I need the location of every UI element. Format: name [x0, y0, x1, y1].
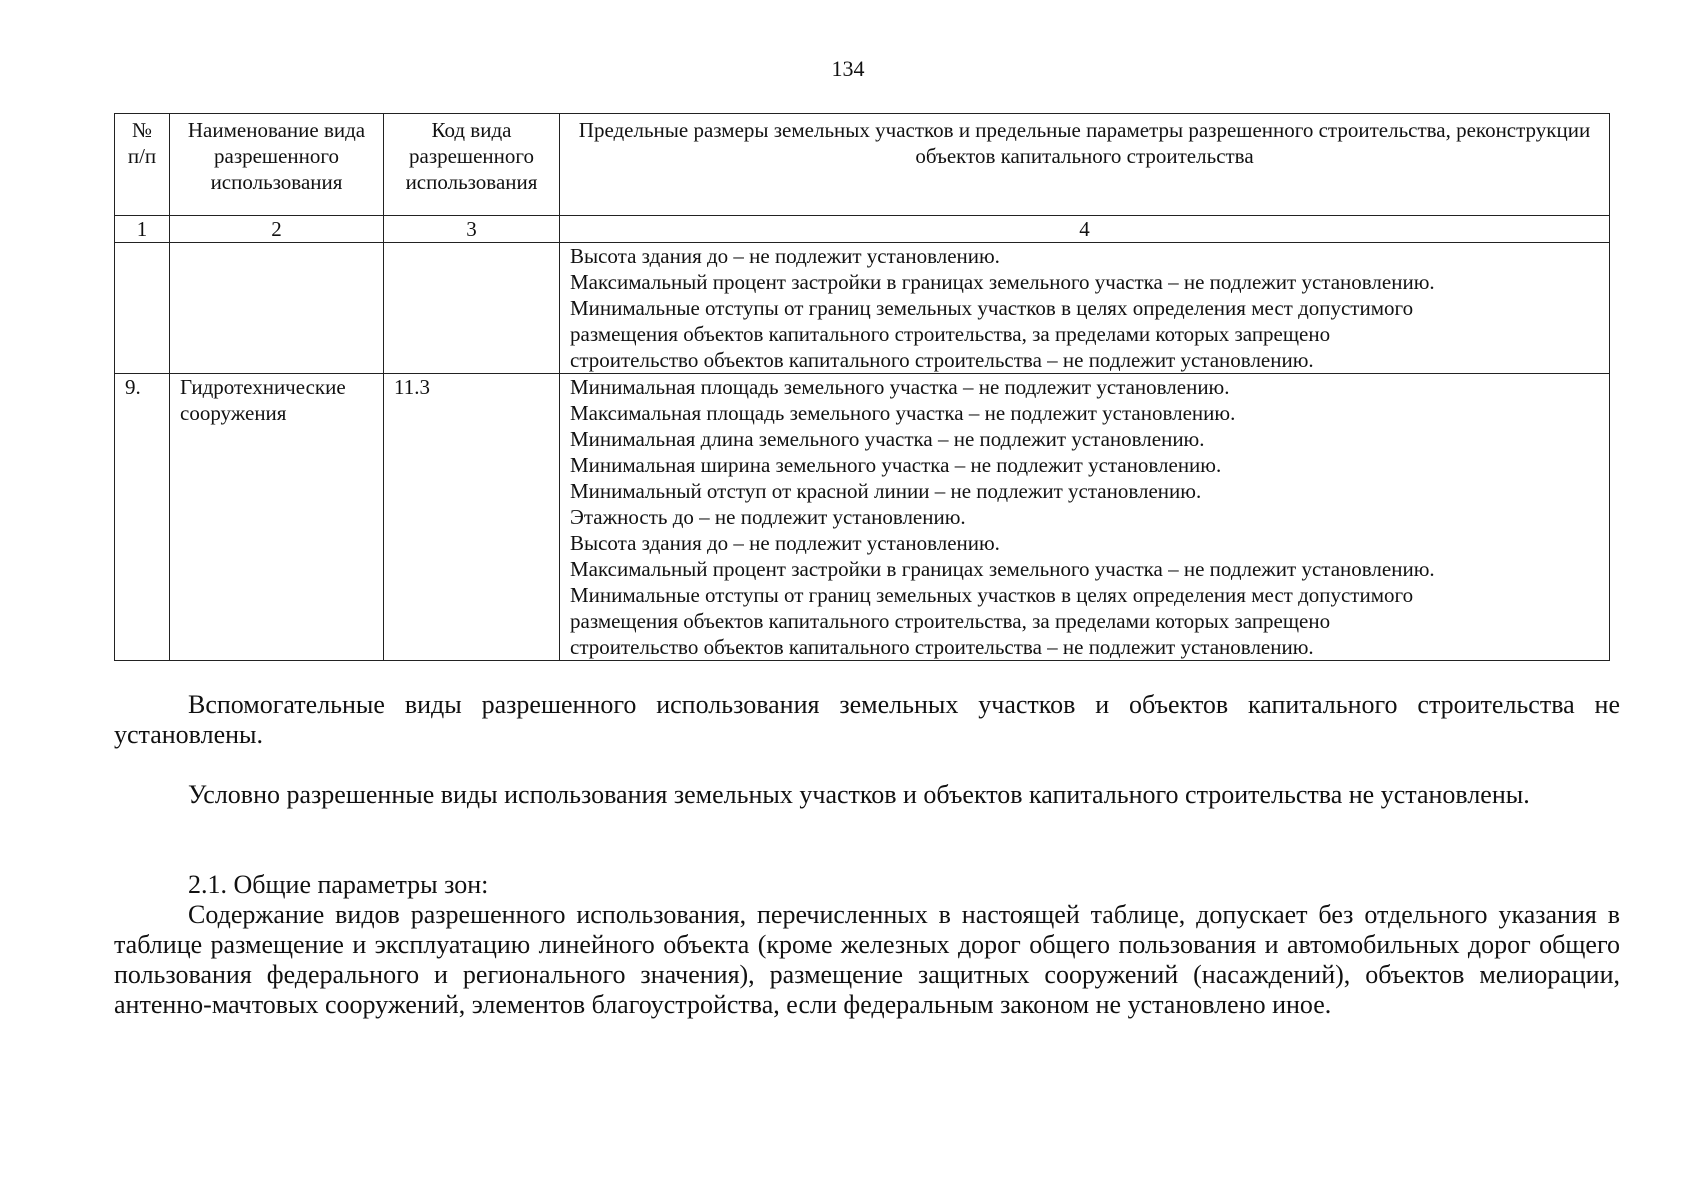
auxiliary-uses-paragraph: Вспомогательные виды разрешенного использования земельных участков и объектов капитального строительства не установлены. [114, 690, 1620, 749]
param-line: Максимальная площадь земельного участка – не подлежит установлению. [570, 401, 1236, 425]
param-line: Минимальная длина земельного участка – не подлежит установлению. [570, 427, 1205, 451]
param-line: Высота здания до – не подлежит установлению. [570, 531, 1000, 555]
param-line: Минимальная ширина земельного участка – не подлежит установлению. [570, 453, 1222, 477]
param-line: Высота здания до – не подлежит установлению. [570, 244, 1000, 268]
header-number: № п/п [115, 114, 170, 216]
param-line: размещения объектов капитального строительства, за пределами которых запрещено [570, 322, 1331, 346]
row-number-cell: 9. [115, 374, 170, 661]
row-name-cell: Гидротехнические сооружения [170, 374, 384, 661]
page-number: 134 [831, 56, 865, 81]
row-params-cell [560, 243, 1610, 374]
column-number-2: 2 [170, 216, 384, 243]
content-paragraph: Содержание видов разрешенного использования, перечисленных в настоящей таблице, допускает без отдельного указания в таблице размещение и эксплуатацию линейного объекта (кроме железных дорог общего пользования и автомобильных дорог общего пользования федерального и регионального значения), размещение защитных сооружений (насаждений), объектов мелиорации, антенно-мачтовых сооружений, элементов благоустройства, если федеральным законом не установлено иное. [114, 900, 1620, 1019]
section-heading: 2.1. Общие параметры зон: [188, 870, 489, 899]
conditional-uses-paragraph: Условно разрешенные виды использования земельных участков и объектов капитального строительства не установлены. [188, 780, 1530, 809]
header-use-name: Наименование вида разрешенного использования [170, 114, 384, 216]
param-line: строительство объектов капитального строительства – не подлежит установлению. [570, 635, 1314, 659]
zoning-parameters-table [114, 113, 1610, 661]
param-line: Минимальные отступы от границ земельных участков в целях определения мест допустимого [570, 296, 1414, 320]
column-number-1: 1 [115, 216, 170, 243]
table-row [115, 374, 1610, 661]
param-line: строительство объектов капитального строительства – не подлежит установлению. [570, 348, 1314, 372]
row-code-cell: 11.3 [384, 374, 560, 661]
column-numbers-row [115, 216, 1610, 243]
param-line: Минимальные отступы от границ земельных участков в целях определения мест допустимого [570, 583, 1414, 607]
param-line: Минимальная площадь земельного участка – не подлежит установлению. [570, 375, 1230, 399]
row-code-cell [384, 243, 560, 374]
header-parameters: Предельные размеры земельных участков и предельные параметры разрешенного строительства, реконструкции объектов капитального строительства [560, 114, 1610, 216]
row-params-cell [560, 374, 1610, 661]
column-number-4: 4 [560, 216, 1610, 243]
column-number-3: 3 [384, 216, 560, 243]
param-line: Минимальный отступ от красной линии – не подлежит установлению. [570, 479, 1202, 503]
row-name-cell [170, 243, 384, 374]
table-row [115, 243, 1610, 374]
param-line: Максимальный процент застройки в границах земельного участка – не подлежит установлению. [570, 270, 1435, 294]
param-line: Максимальный процент застройки в границах земельного участка – не подлежит установлению. [570, 557, 1435, 581]
param-line: Этажность до – не подлежит установлению. [570, 505, 966, 529]
header-use-code: Код вида разрешенного использования [384, 114, 560, 216]
param-line: размещения объектов капитального строительства, за пределами которых запрещено [570, 609, 1331, 633]
table-header-row [115, 114, 1610, 216]
row-number-cell [115, 243, 170, 374]
